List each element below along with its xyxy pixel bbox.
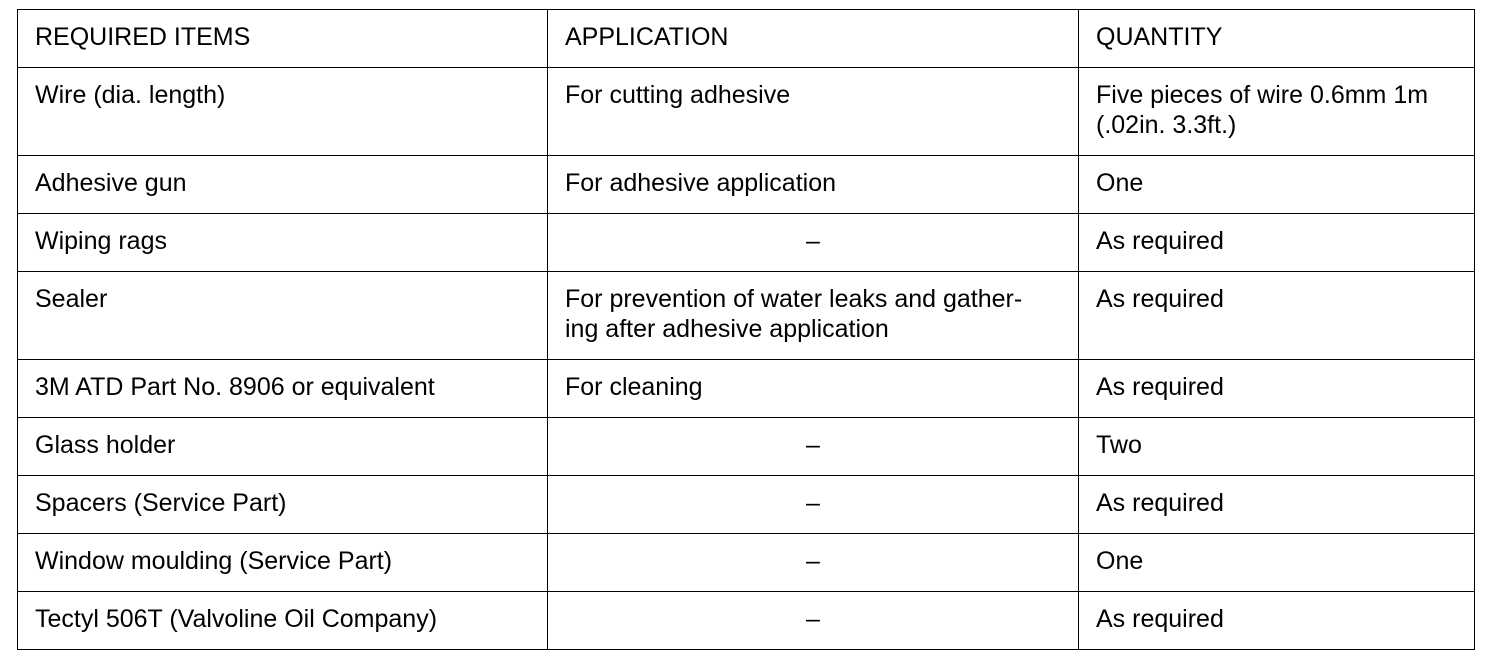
application-cell xyxy=(548,360,1079,418)
header-application: APPLICATION xyxy=(548,10,1079,68)
application-cell xyxy=(548,272,1079,360)
item-cell: Wire (dia. length) xyxy=(18,68,548,156)
table-row xyxy=(18,156,1475,214)
quantity-line: As required xyxy=(1096,605,1224,633)
application-line: – xyxy=(806,227,820,255)
table-row xyxy=(18,360,1475,418)
application-line: – xyxy=(806,489,820,517)
quantity-line: One xyxy=(1096,547,1144,575)
table-row xyxy=(18,476,1475,534)
header-quantity: QUANTITY xyxy=(1079,10,1475,68)
item-cell: Glass holder xyxy=(18,418,548,476)
application-cell xyxy=(548,68,1079,156)
application-line: For prevention of water leaks and gather- xyxy=(565,285,1023,313)
quantity-line: Five pieces of wire 0.6mm 1m xyxy=(1096,81,1429,109)
application-line: – xyxy=(806,431,820,459)
table-row xyxy=(18,592,1475,650)
required-items-table xyxy=(17,9,1475,650)
quantity-line: One xyxy=(1096,169,1144,197)
quantity-cell xyxy=(1079,534,1475,592)
item-cell: Adhesive gun xyxy=(18,156,548,214)
table-row xyxy=(18,68,1475,156)
item-cell: Window moulding (Service Part) xyxy=(18,534,548,592)
quantity-cell xyxy=(1079,68,1475,156)
quantity-line: Two xyxy=(1096,431,1142,459)
quantity-cell xyxy=(1079,592,1475,650)
item-cell: Tectyl 506T (Valvoline Oil Company) xyxy=(18,592,548,650)
application-line: – xyxy=(806,547,820,575)
quantity-line: As required xyxy=(1096,227,1224,255)
item-cell: 3M ATD Part No. 8906 or equivalent xyxy=(18,360,548,418)
quantity-line: As required xyxy=(1096,285,1224,313)
quantity-line: (.02in. 3.3ft.) xyxy=(1096,111,1237,139)
quantity-line: As required xyxy=(1096,489,1224,517)
quantity-line: As required xyxy=(1096,373,1224,401)
quantity-cell xyxy=(1079,360,1475,418)
table-row xyxy=(18,418,1475,476)
application-cell xyxy=(548,156,1079,214)
application-cell xyxy=(548,534,1079,592)
application-line: For cutting adhesive xyxy=(565,81,791,109)
quantity-cell xyxy=(1079,156,1475,214)
quantity-cell xyxy=(1079,214,1475,272)
application-cell xyxy=(548,592,1079,650)
quantity-cell xyxy=(1079,476,1475,534)
header-row xyxy=(18,10,1475,68)
table-row xyxy=(18,534,1475,592)
table-row xyxy=(18,214,1475,272)
quantity-cell xyxy=(1079,272,1475,360)
application-cell xyxy=(548,214,1079,272)
application-cell xyxy=(548,476,1079,534)
quantity-cell xyxy=(1079,418,1475,476)
item-cell: Spacers (Service Part) xyxy=(18,476,548,534)
application-line: For cleaning xyxy=(565,373,703,401)
application-line: For adhesive application xyxy=(565,169,836,197)
item-cell: Sealer xyxy=(18,272,548,360)
item-cell: Wiping rags xyxy=(18,214,548,272)
header-required-items: REQUIRED ITEMS xyxy=(18,10,548,68)
table-row xyxy=(18,272,1475,360)
application-line: – xyxy=(806,605,820,633)
application-line: ing after adhesive application xyxy=(565,315,889,343)
application-cell xyxy=(548,418,1079,476)
